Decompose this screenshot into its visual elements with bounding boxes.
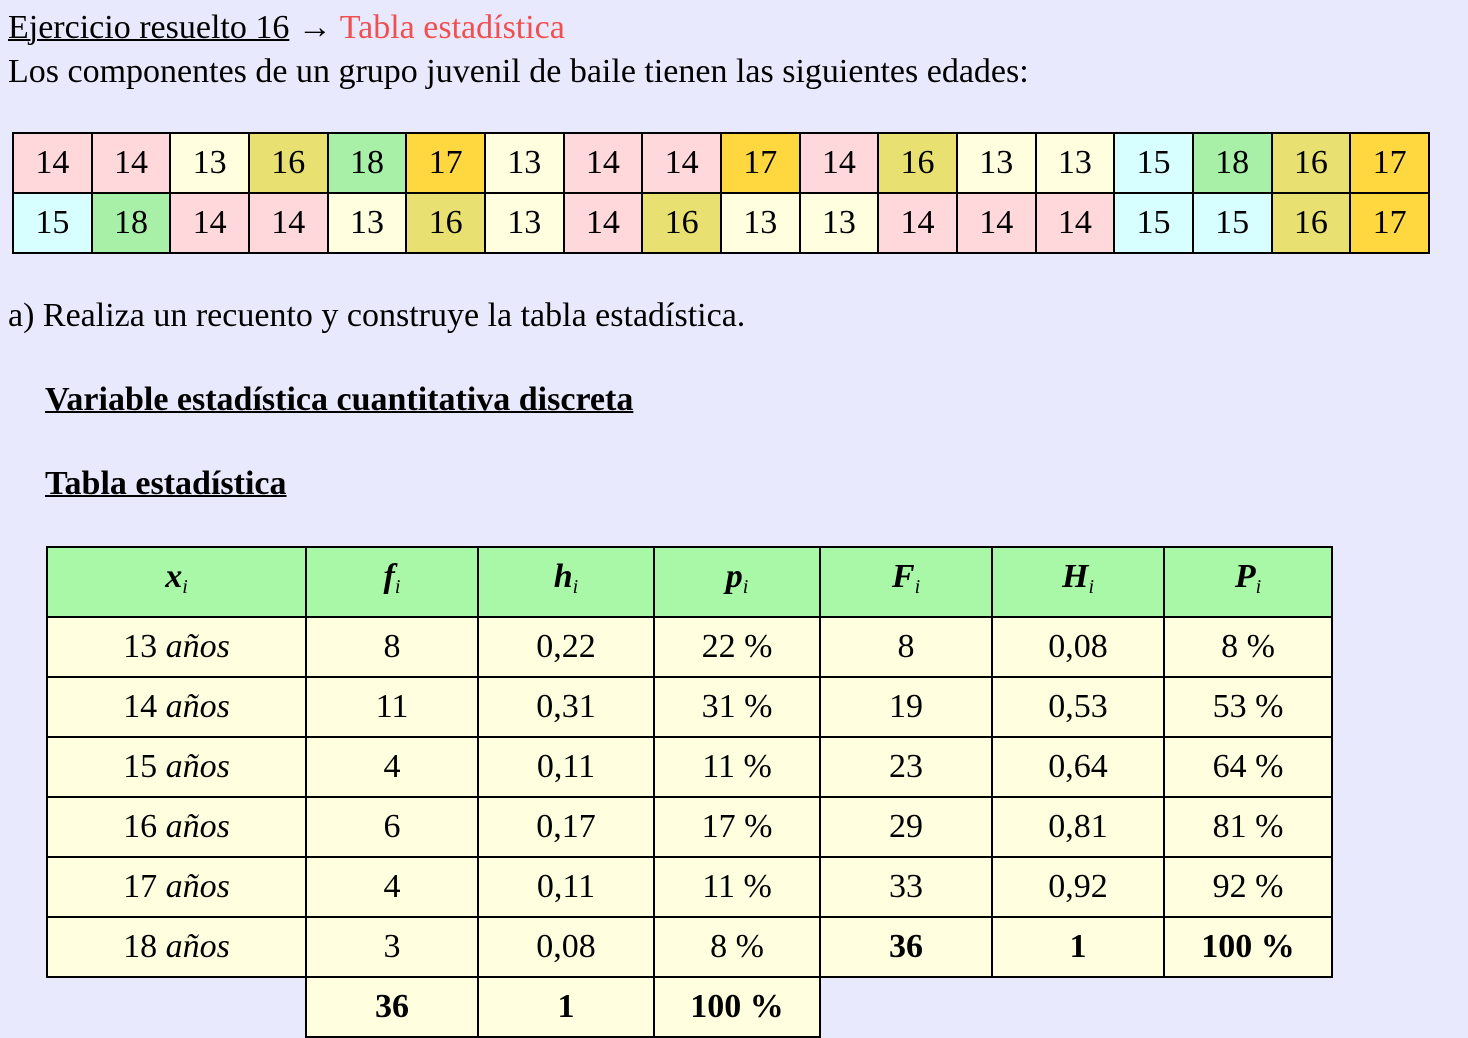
cell-P: 64 % xyxy=(1164,737,1332,797)
cell-f: 4 xyxy=(306,737,478,797)
cell-P: 53 % xyxy=(1164,677,1332,737)
age-cell: 13 xyxy=(485,193,564,253)
age-cell: 14 xyxy=(800,133,879,193)
age-cell: 14 xyxy=(564,133,643,193)
cell-f: 4 xyxy=(306,857,478,917)
totals-row xyxy=(47,977,1332,1037)
age-cell: 18 xyxy=(328,133,407,193)
table-header-row xyxy=(47,547,1332,617)
cell-p: 17 % xyxy=(654,797,820,857)
cell-F: 36 xyxy=(820,917,992,977)
blank-cell xyxy=(1164,977,1332,1037)
age-cell: 17 xyxy=(1350,193,1429,253)
topic-link[interactable]: Tabla estadística xyxy=(339,9,565,46)
cell-H: 0,08 xyxy=(992,617,1164,677)
cell-h: 0,11 xyxy=(478,857,654,917)
age-cell: 14 xyxy=(249,193,328,253)
cell-H: 0,81 xyxy=(992,797,1164,857)
table-row xyxy=(47,677,1332,737)
cell-f: 8 xyxy=(306,617,478,677)
cell-p: 22 % xyxy=(654,617,820,677)
age-cell: 14 xyxy=(170,193,249,253)
blank-cell xyxy=(47,977,306,1037)
table-row xyxy=(47,617,1332,677)
age-cell: 14 xyxy=(1036,193,1115,253)
cell-p: 31 % xyxy=(654,677,820,737)
cell-F: 29 xyxy=(820,797,992,857)
cell-P: 100 % xyxy=(1164,917,1332,977)
total-p: 100 % xyxy=(654,977,820,1037)
age-cell: 14 xyxy=(878,193,957,253)
cell-h: 0,17 xyxy=(478,797,654,857)
age-cell: 13 xyxy=(328,193,407,253)
age-cell: 14 xyxy=(642,133,721,193)
cell-x: 13 años xyxy=(47,617,306,677)
age-cell: 13 xyxy=(721,193,800,253)
cell-h: 0,31 xyxy=(478,677,654,737)
age-cell: 16 xyxy=(878,133,957,193)
column-header-f: $f_i$ xyxy=(306,547,478,617)
cell-x: 17 años xyxy=(47,857,306,917)
cell-F: 19 xyxy=(820,677,992,737)
ages-row xyxy=(13,133,1429,193)
cell-x: 14 años xyxy=(47,677,306,737)
age-cell: 14 xyxy=(957,193,1036,253)
blank-cell xyxy=(820,977,992,1037)
cell-P: 8 % xyxy=(1164,617,1332,677)
table-row xyxy=(47,917,1332,977)
column-header-p-cum: $P_i$ xyxy=(1164,547,1332,617)
age-cell: 18 xyxy=(92,193,171,253)
table-row xyxy=(47,797,1332,857)
exercise-title xyxy=(8,8,565,48)
age-cell: 17 xyxy=(406,133,485,193)
cell-f: 3 xyxy=(306,917,478,977)
age-cell: 13 xyxy=(957,133,1036,193)
age-cell: 17 xyxy=(721,133,800,193)
age-cell: 15 xyxy=(13,193,92,253)
cell-p: 8 % xyxy=(654,917,820,977)
age-cell: 16 xyxy=(642,193,721,253)
ages-row xyxy=(13,193,1429,253)
variable-heading: Variable estadística cuantitativa discreta xyxy=(45,381,634,418)
cell-f: 6 xyxy=(306,797,478,857)
ages-table xyxy=(12,132,1430,254)
blank-cell xyxy=(992,977,1164,1037)
exercise-link[interactable]: Ejercicio resuelto 16 xyxy=(8,9,290,46)
question-a: a) Realiza un recuento y construye la tabla estadística. xyxy=(8,297,746,334)
table-row xyxy=(47,857,1332,917)
cell-p: 11 % xyxy=(654,857,820,917)
cell-x: 16 años xyxy=(47,797,306,857)
cell-h: 0,22 xyxy=(478,617,654,677)
age-cell: 15 xyxy=(1114,133,1193,193)
age-cell: 13 xyxy=(800,193,879,253)
age-cell: 14 xyxy=(92,133,171,193)
cell-H: 0,64 xyxy=(992,737,1164,797)
column-header-f-cum: $F_i$ xyxy=(820,547,992,617)
column-header-h-cum: $H_i$ xyxy=(992,547,1164,617)
age-cell: 15 xyxy=(1193,193,1272,253)
cell-F: 23 xyxy=(820,737,992,797)
arrow-icon: → xyxy=(297,9,332,46)
age-cell: 16 xyxy=(1272,193,1351,253)
frequency-table xyxy=(46,546,1333,1038)
cell-f: 11 xyxy=(306,677,478,737)
column-header-h: $h_i$ xyxy=(478,547,654,617)
age-cell: 17 xyxy=(1350,133,1429,193)
cell-x: 15 años xyxy=(47,737,306,797)
age-cell: 16 xyxy=(249,133,328,193)
cell-P: 81 % xyxy=(1164,797,1332,857)
cell-h: 0,11 xyxy=(478,737,654,797)
age-cell: 14 xyxy=(564,193,643,253)
age-cell: 18 xyxy=(1193,133,1272,193)
age-cell: 15 xyxy=(1114,193,1193,253)
cell-F: 33 xyxy=(820,857,992,917)
cell-p: 11 % xyxy=(654,737,820,797)
intro-text: Los componentes de un grupo juvenil de baile tienen las siguientes edades: xyxy=(8,53,1029,90)
column-header-p: $p_i$ xyxy=(654,547,820,617)
age-cell: 13 xyxy=(170,133,249,193)
age-cell: 16 xyxy=(406,193,485,253)
cell-F: 8 xyxy=(820,617,992,677)
total-h: 1 xyxy=(478,977,654,1037)
total-f: 36 xyxy=(306,977,478,1037)
age-cell: 13 xyxy=(1036,133,1115,193)
age-cell: 16 xyxy=(1272,133,1351,193)
age-cell: 14 xyxy=(13,133,92,193)
cell-H: 0,53 xyxy=(992,677,1164,737)
cell-H: 1 xyxy=(992,917,1164,977)
cell-H: 0,92 xyxy=(992,857,1164,917)
cell-x: 18 años xyxy=(47,917,306,977)
table-row xyxy=(47,737,1332,797)
age-cell: 13 xyxy=(485,133,564,193)
cell-h: 0,08 xyxy=(478,917,654,977)
table-heading: Tabla estadística xyxy=(45,465,287,502)
cell-P: 92 % xyxy=(1164,857,1332,917)
column-header-x: $x_i$ xyxy=(47,547,306,617)
